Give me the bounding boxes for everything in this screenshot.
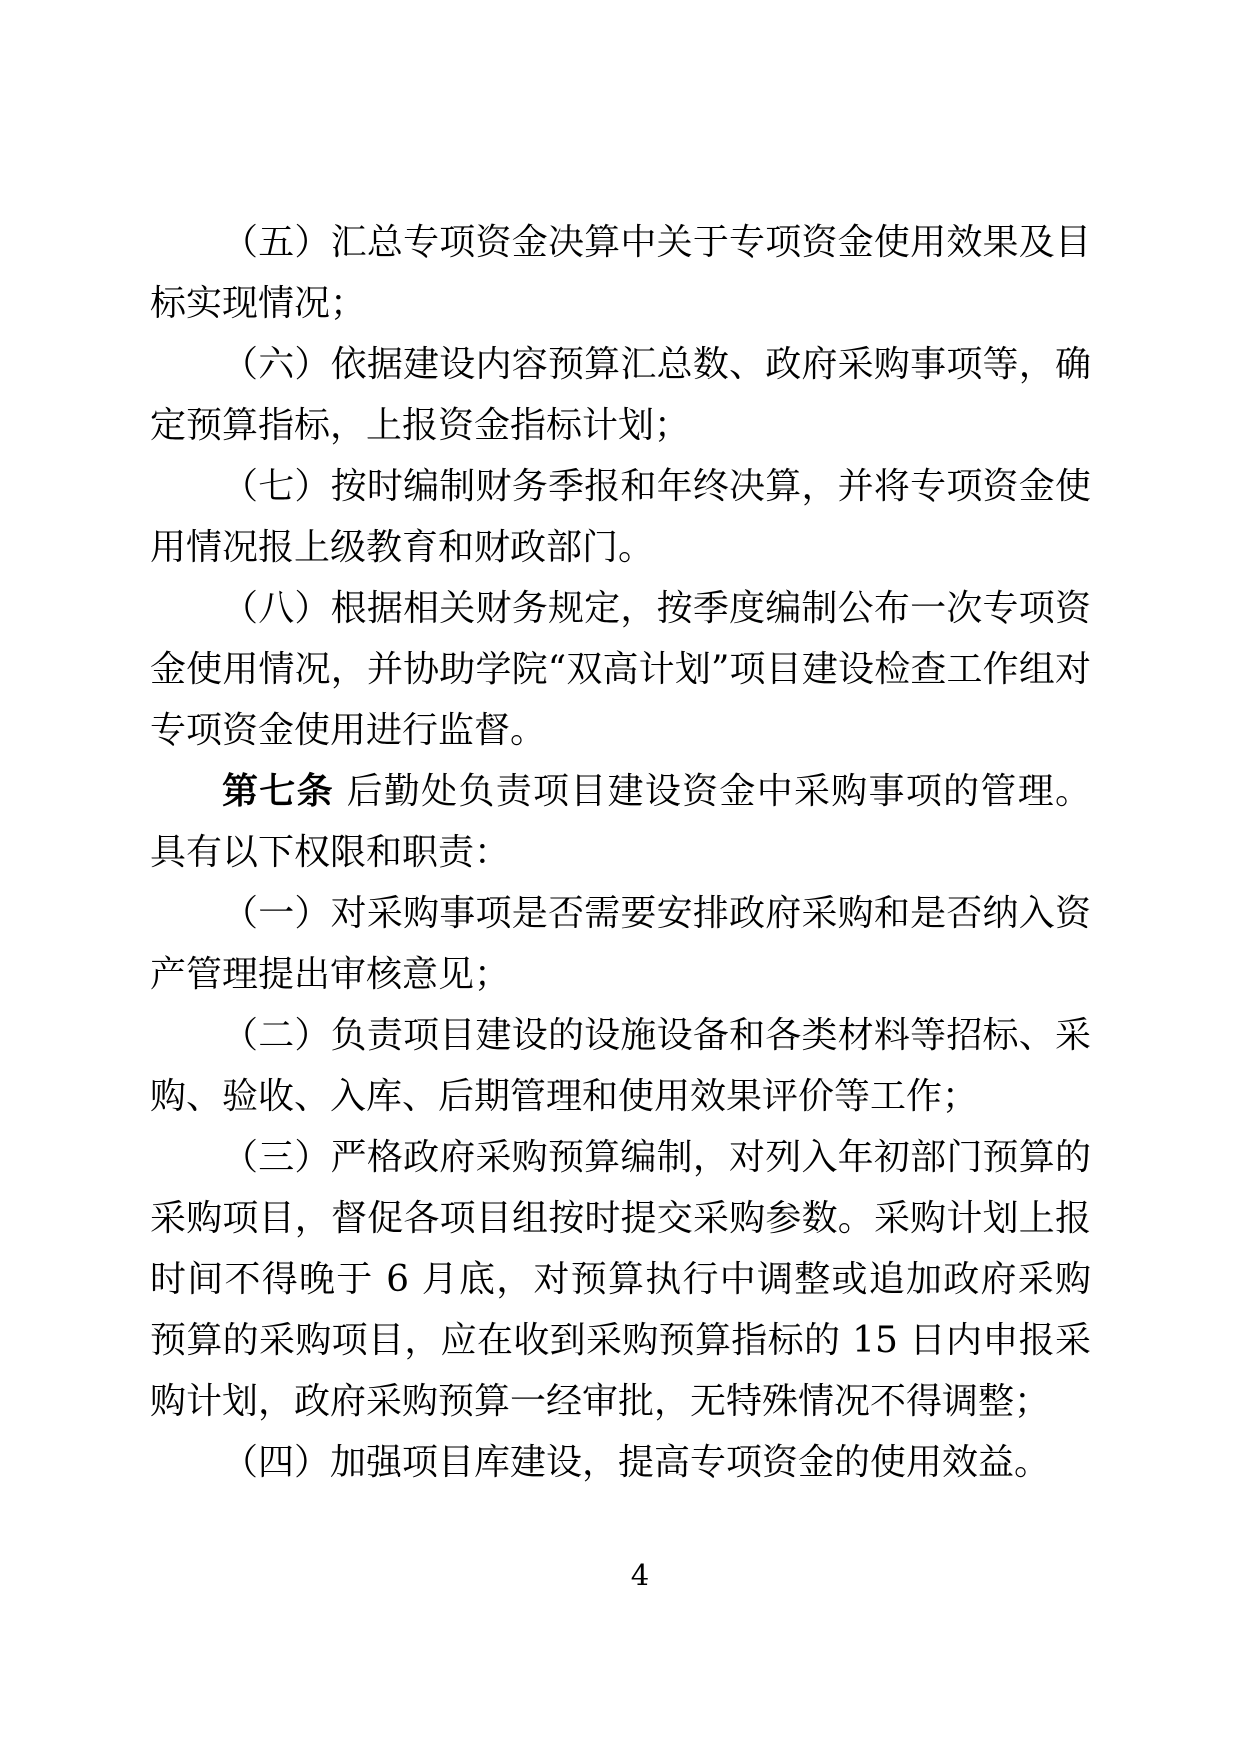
paragraph-duty-1	[150, 883, 1091, 1005]
paragraph-text: （二）负责项目建设的设施设备和各类材料等招标、采购、验收、入库、后期管理和使用效果评价等工作；	[150, 1015, 1091, 1117]
paragraph-text: （八）根据相关财务规定，按季度编制公布一次专项资金使用情况，并协助学院“双高计划”项目建设检查工作组对专项资金使用进行监督。	[150, 588, 1091, 751]
paragraph-duty-2	[150, 1005, 1091, 1127]
paragraph-text: （五）汇总专项资金决算中关于专项资金使用效果及目标实现情况；	[150, 222, 1091, 324]
paragraph-item-7	[150, 456, 1091, 578]
paragraph-item-8	[150, 578, 1091, 761]
paragraph-text: （一）对采购事项是否需要安排政府采购和是否纳入资产管理提出审核意见；	[150, 893, 1091, 995]
article-number-bold: 第七条	[222, 771, 334, 812]
paragraph-text: （三）严格政府采购预算编制，对列入年初部门预算的采购项目，督促各项目组按时提交采购参数。采购计划上报时间不得晚于 6 月底，对预算执行中调整或追加政府采购预算的采购项目，应在收到采购预算指标的 15 日内申报采购计划，政府采购预算一经审批，无特殊情况不得调整；	[150, 1137, 1091, 1422]
paragraph-item-6	[150, 334, 1091, 456]
page-number: 4	[630, 1558, 650, 1592]
paragraph-item-5	[150, 212, 1091, 334]
paragraph-article-7	[150, 761, 1091, 883]
paragraph-text: （七）按时编制财务季报和年终决算，并将专项资金使用情况报上级教育和财政部门。	[150, 466, 1091, 568]
paragraph-duty-3	[150, 1127, 1091, 1432]
page-footer	[40, 1558, 1240, 1592]
paragraph-text: 后勤处负责项目建设资金中采购事项的管理。具有以下权限和职责：	[150, 771, 1091, 873]
document-body	[150, 212, 1091, 1493]
paragraph-text: （六）依据建设内容预算汇总数、政府采购事项等，确定预算指标，上报资金指标计划；	[150, 344, 1091, 446]
paragraph-duty-4	[150, 1432, 1091, 1493]
paragraph-text: （四）加强项目库建设，提高专项资金的使用效益。	[222, 1442, 1051, 1483]
